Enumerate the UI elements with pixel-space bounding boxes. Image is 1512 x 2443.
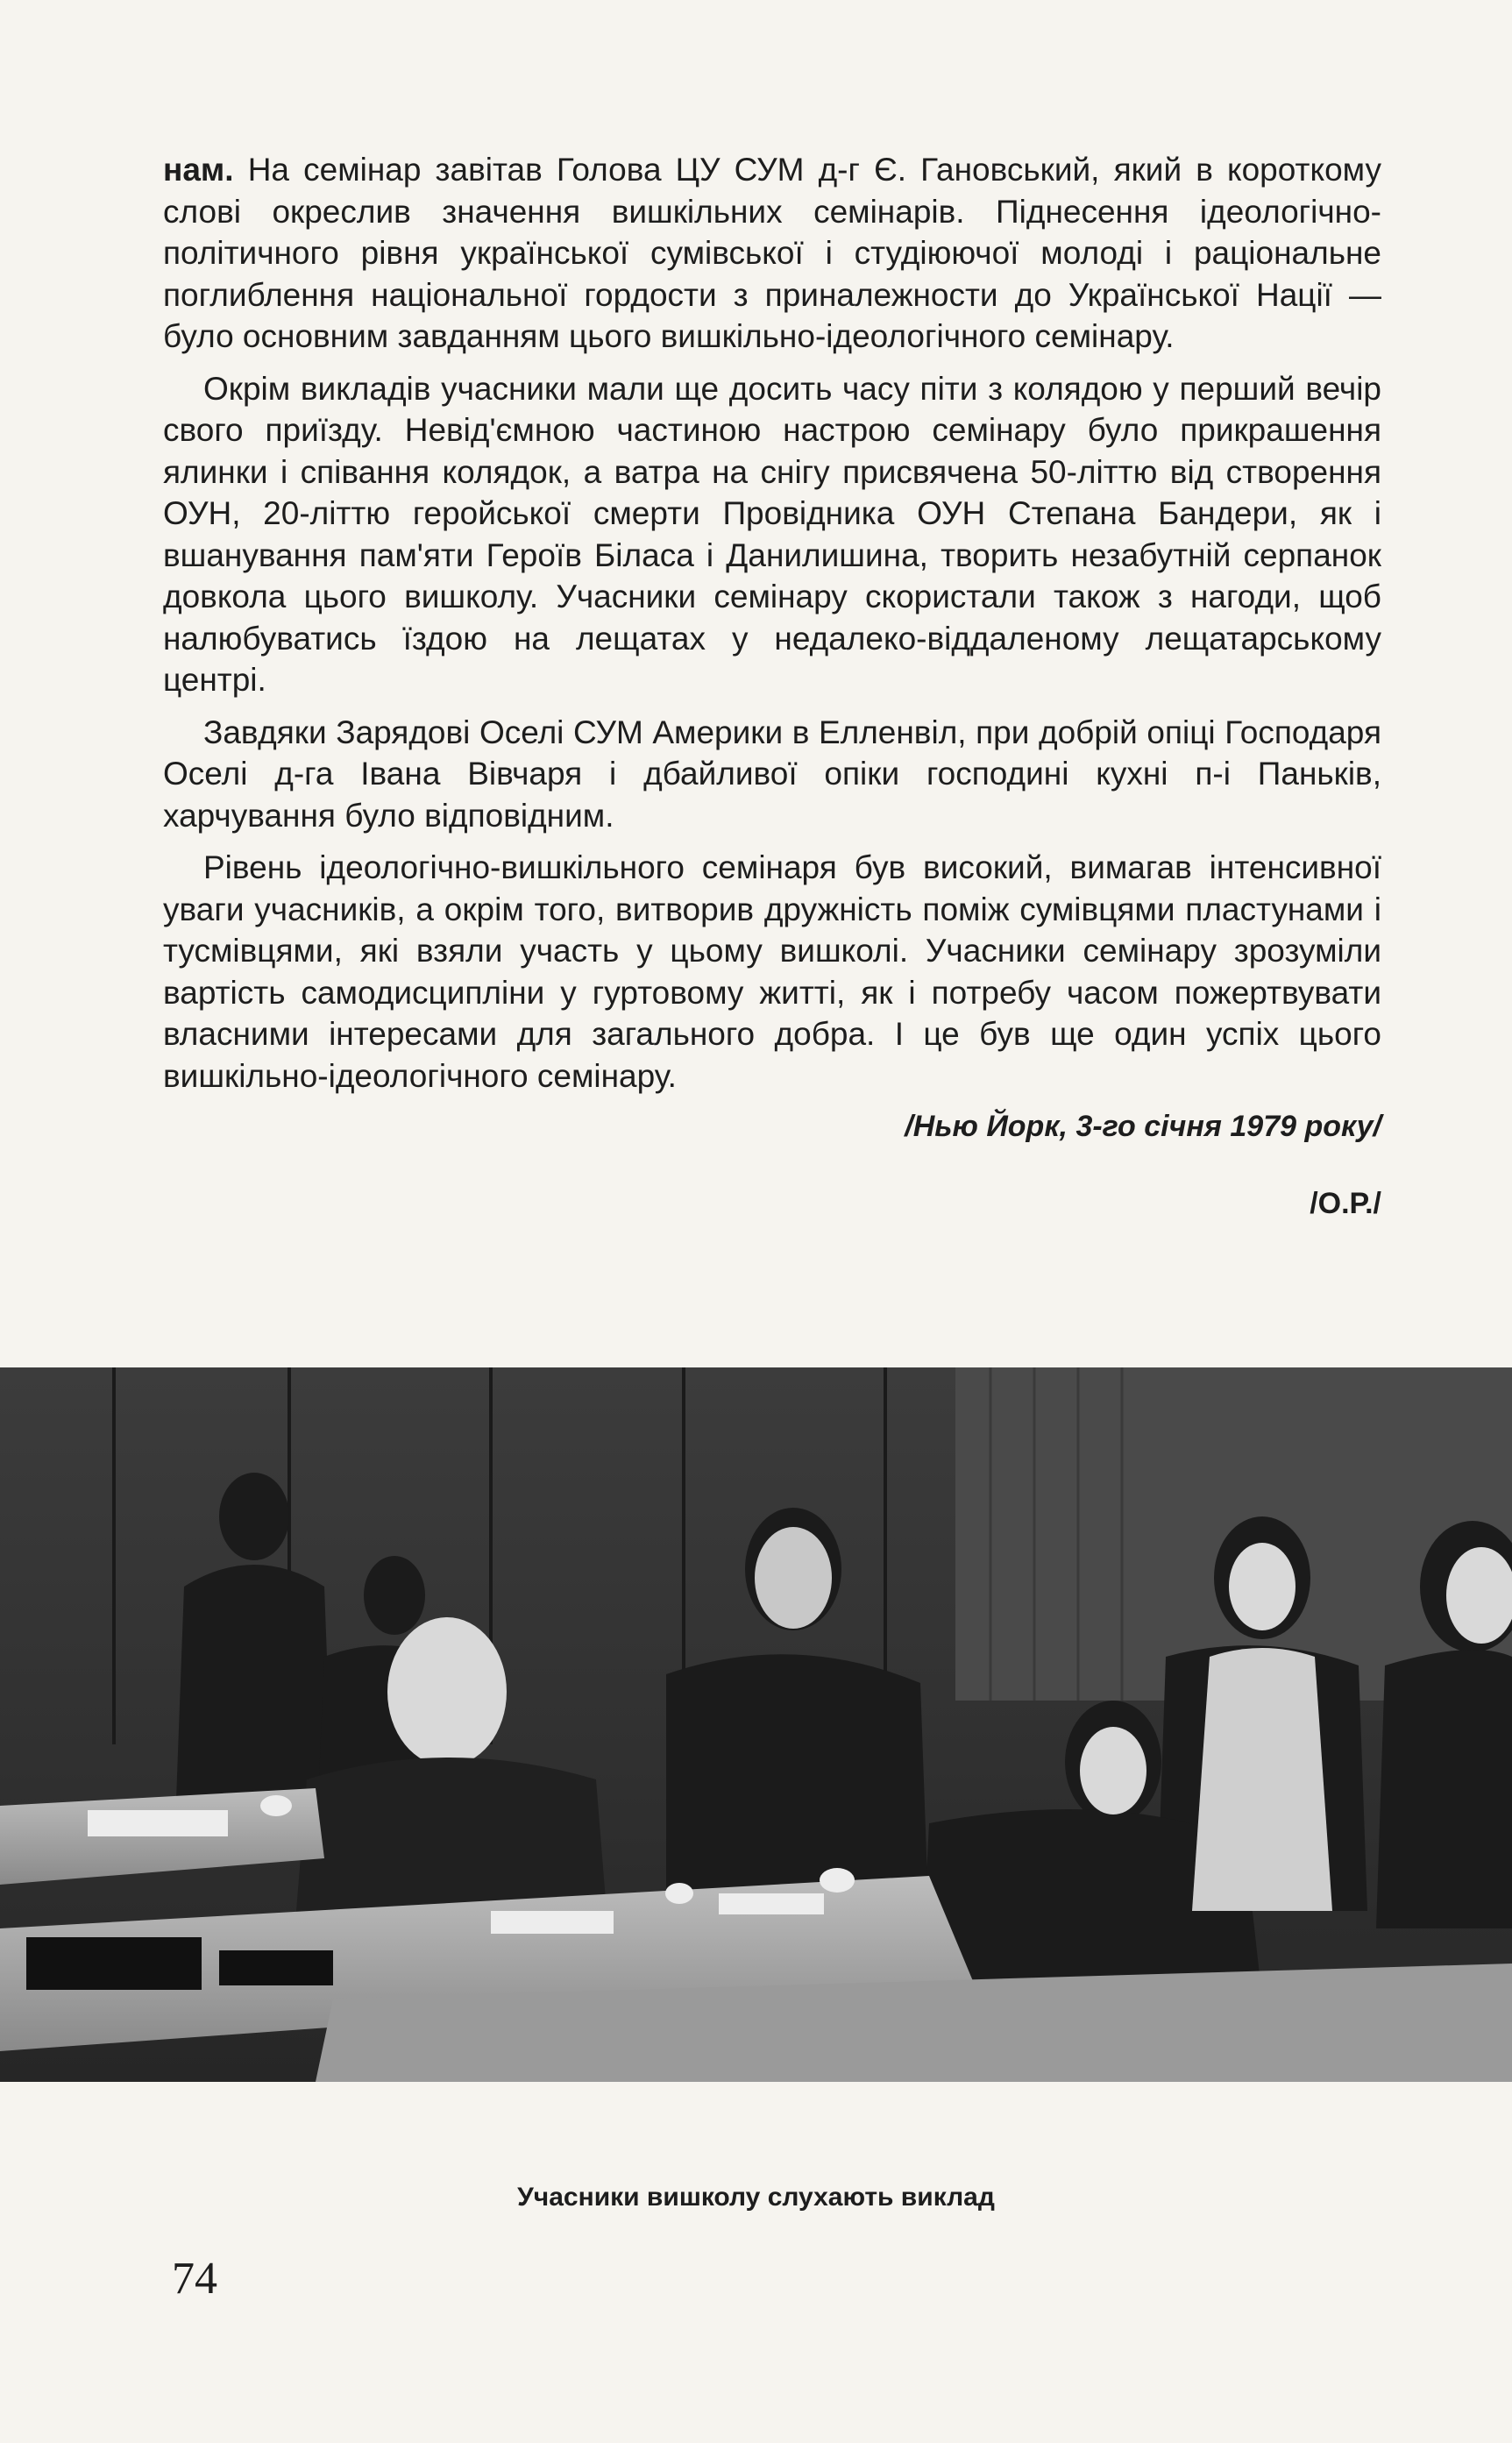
article-body: [163, 149, 1381, 1223]
paragraph-1-lead: нам.: [163, 152, 234, 188]
article-signoff: /Нью Йорк, 3-го січня 1979 року/: [905, 1110, 1381, 1143]
page-number: 74: [172, 2254, 217, 2304]
author-initials: /О.Р./: [1310, 1187, 1381, 1220]
seminar-photo-illustration: [0, 1367, 1512, 2082]
paragraph-1: [163, 149, 1381, 358]
paragraph-4: Рівень ідеологічно-вишкільного семінаря був високий, вимагав інтенсивної уваги учасників, а окрім того, витворив дружність поміж сумівцями пластунами і тусмівцями, які взяли участь у цьому вишколі. Учасники семінару зрозуміли вартість самодисципліни у гуртовому житті, як і потребу часом пожертвувати власними інтересами для загального добра. І це був ще один успіх цього вишкільно-ідеологічного семінару.: [163, 849, 1381, 1094]
photo-caption: Учасники вишколу слухають виклад: [517, 2183, 995, 2212]
seminar-photo: [0, 1367, 1512, 2082]
paragraph-2: Окрім викладів учасники мали ще досить часу піти з колядою у перший вечір свого приїзду. Невід'ємною частиною настрою семінару було прикрашення ялинки і співання колядок, а ватра на снігу присвячена 50-літтю від створення ОУН, 20-літтю геройської смерти Провідника ОУН Степана Бандери, як і вшанування пам'яти Героїв Біласа і Данилишина, творить незабутній серпанок довкола цього вишколу. Учасники семінару скористали також з нагоди, щоб налюбуватись їздою на лещатах у недалеко-віддаленому лещатарському центрі.: [163, 370, 1381, 698]
paragraph-1-text: На семінар завітав Голова ЦУ СУМ д-г Є. Гановський, який в короткому слові окреслив значення вишкільних семінарів. Піднесення ідеологічно-політичного рівня української сумівської і студіюючої молоді і раціональне поглиблення національної гордости з приналежности до Української Нації — було основним завданням цього вишкільно-ідеологічного семінару.: [163, 152, 1382, 354]
paragraph-3: Завдяки Зарядові Оселі СУМ Америки в Елленвіл, при добрій опіці Господаря Оселі д-га Івана Вівчаря і дбайливої опіки господині кухні п-і Паньків, харчування було відповідним.: [163, 714, 1381, 834]
